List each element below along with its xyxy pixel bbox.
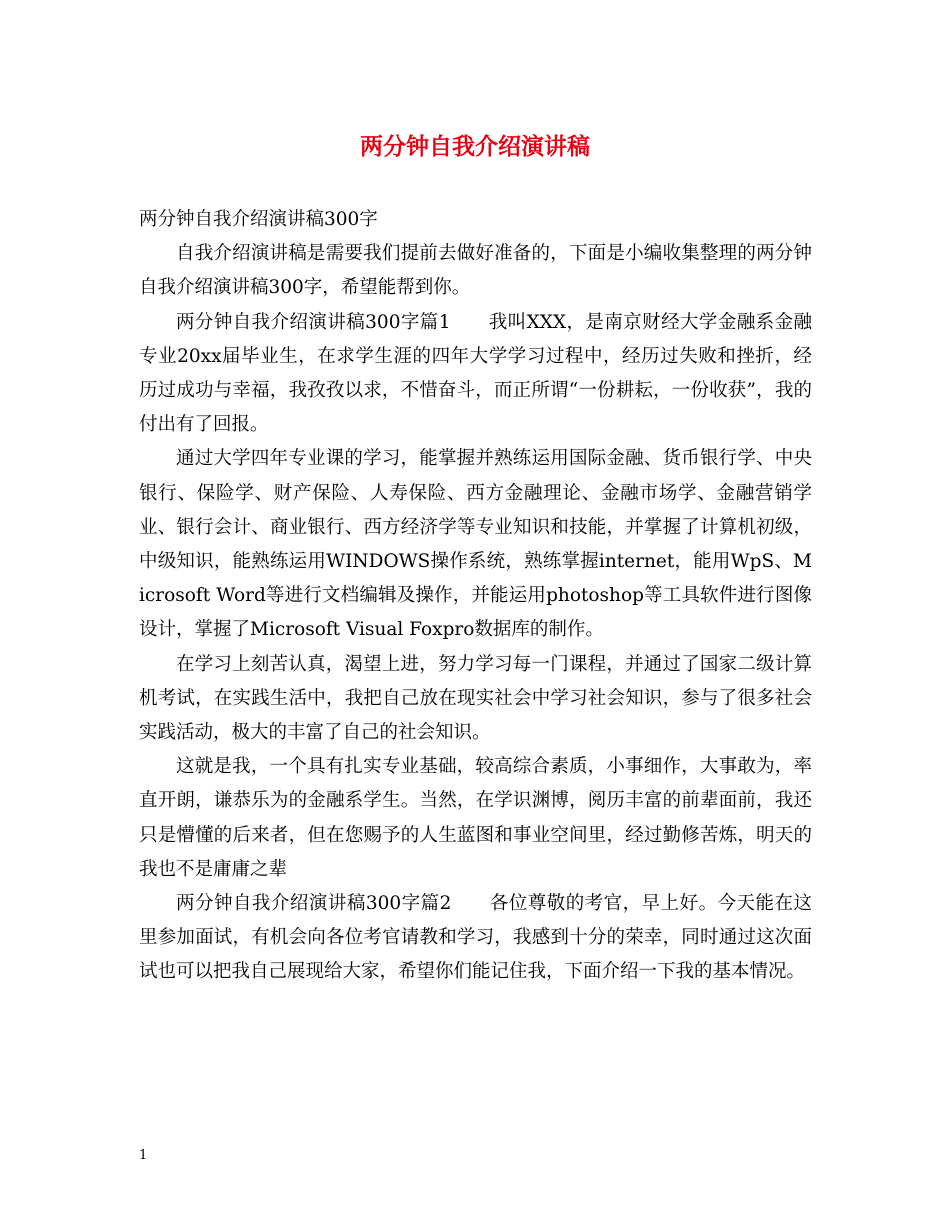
speech-1-paragraph: 两分钟自我介绍演讲稿300字篇1 我叫XXX，是南京财经大学金融系金融专业20xx届毕业生，在求学生涯的四年大学学习过程中，经历过失败和挫折，经历过成功与幸福，我孜孜以求，不惜奋斗，而正所谓“一份耕耘，一份收获”，我的付出有了回报。 — [139, 311, 812, 436]
skills-paragraph: 通过大学四年专业课的学习，能掌握并熟练运用国际金融、货币银行学、中央银行、保险学、财产保险、人寿保险、西方金融理论、金融市场学、金融营销学业、银行会计、商业银行、西方经济学等专业知识和技能，并掌握了计算机初级，中级知识，能熟练运用WINDOWS操作系统，熟练掌握internet，能用WpS、Microsoft Word等进行文档编辑及操作，并能运用photoshop等工具软件进行图像设计，掌握了Microsoft Visual Foxpro数据库的制作。 — [139, 448, 812, 641]
document-title: 两分钟自我介绍演讲稿 — [360, 133, 590, 160]
study-paragraph: 在学习上刻苦认真，渴望上进，努力学习每一门课程，并通过了国家二级计算机考试，在实践生活中，我把自己放在现实社会中学习社会知识，参与了很多社会实践活动，极大的丰富了自己的社会知识。 — [139, 653, 812, 744]
page-number: 1 — [139, 1148, 148, 1163]
intro-paragraph: 自我介绍演讲稿是需要我们提前去做好准备的，下面是小编收集整理的两分钟自我介绍演讲稿300字，希望能帮到你。 — [139, 243, 812, 299]
subtitle-paragraph: 两分钟自我介绍演讲稿300字 — [139, 209, 378, 230]
summary-paragraph: 这就是我，一个具有扎实专业基础，较高综合素质，小事细作，大事敢为，率直开朗，谦恭乐为的金融系学生。当然，在学识渊博，阅历丰富的前辈面前，我还只是懵懂的后来者，但在您赐予的人生蓝图和事业空间里，经过勤修苦炼，明天的我也不是庸庸之辈 — [139, 756, 812, 880]
speech-2-paragraph: 两分钟自我介绍演讲稿300字篇2 各位尊敬的考官，早上好。今天能在这里参加面试，有机会向各位考官请教和学习，我感到十分的荣幸，同时通过这次面试也可以把我自己展现给大家，希望你们能记住我，下面介绍一下我的基本情况。 — [139, 893, 812, 983]
document-body — [139, 203, 812, 990]
